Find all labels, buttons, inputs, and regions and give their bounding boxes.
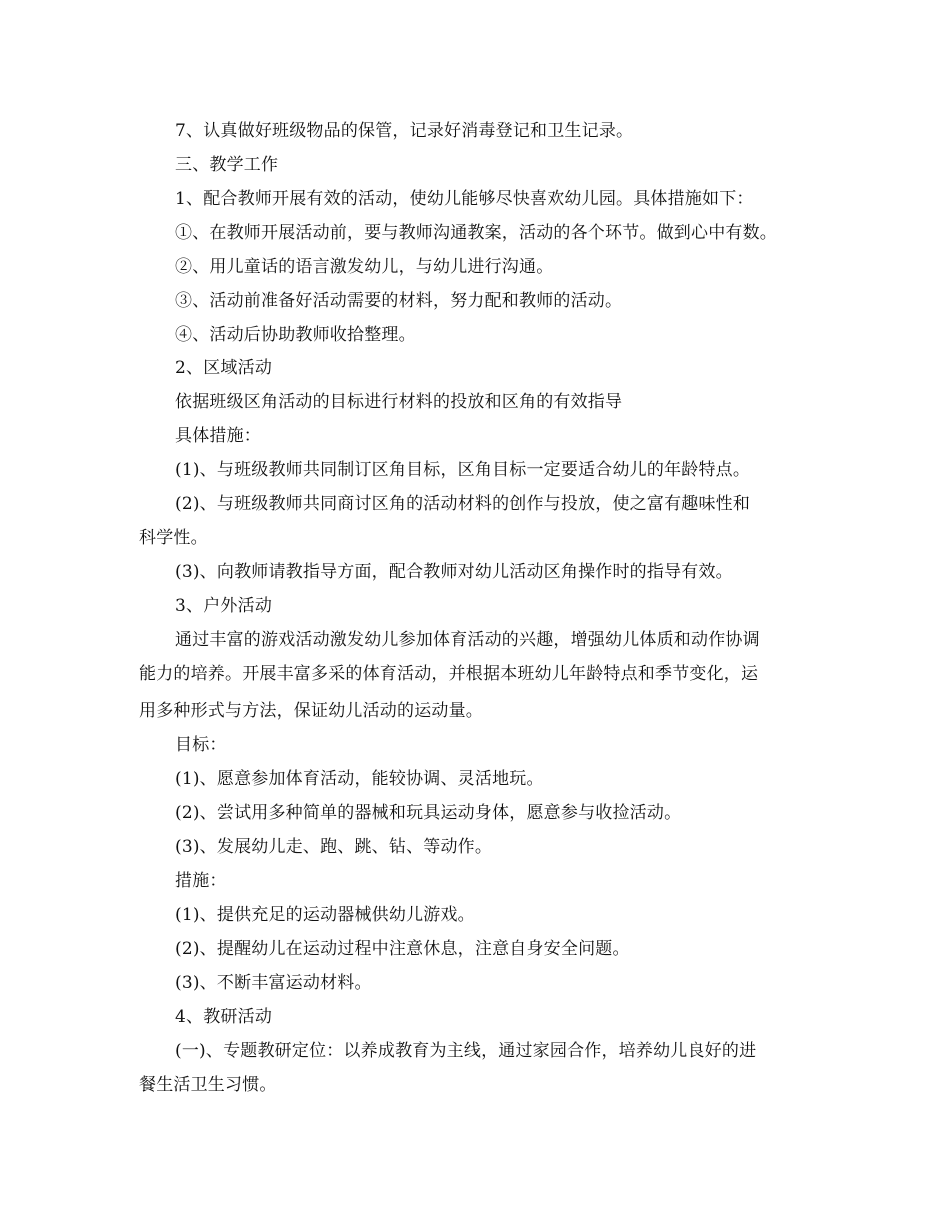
text-line: 通过丰富的游戏活动激发幼儿参加体育活动的兴趣，增强幼儿体质和动作协调: [175, 630, 760, 650]
text-line: 7、认真做好班级物品的保管，记录好消毒登记和卫生记录。: [175, 121, 634, 141]
text-line: 能力的培养。开展丰富多采的体育活动，并根据本班幼儿年龄特点和季节变化，运: [139, 664, 759, 684]
text-line: (3)、不断丰富运动材料。: [175, 973, 372, 993]
text-line: (1)、愿意参加体育活动，能较协调、灵活地玩。: [175, 769, 544, 789]
text-line: (3)、向教师请教指导方面，配合教师对幼儿活动区角操作时的指导有效。: [175, 562, 733, 582]
text-line: 依据班级区角活动的目标进行材料的投放和区角的有效指导: [175, 392, 623, 412]
section-heading: 三、教学工作: [175, 155, 279, 175]
text-line: (2)、与班级教师共同商讨区角的活动材料的创作与投放，使之富有趣味性和: [175, 494, 751, 514]
text-line: (一)、专题教研定位：以养成教育为主线，通过家园合作，培养幼儿良好的进: [175, 1041, 757, 1061]
text-line: ①、在教师开展活动前，要与教师沟通教案，活动的各个环节。做到心中有数。: [175, 223, 777, 243]
text-line: 用多种形式与方法，保证幼儿活动的运动量。: [139, 701, 483, 721]
subsection-heading: 2、区域活动: [175, 358, 273, 378]
text-line: 具体措施：: [175, 426, 261, 446]
text-line: (3)、发展幼儿走、跑、跳、钻、等动作。: [175, 837, 493, 857]
subsection-heading: 4、教研活动: [175, 1007, 273, 1027]
text-line: 目标：: [175, 735, 227, 755]
text-line: (2)、提醒幼儿在运动过程中注意休息，注意自身安全问题。: [175, 939, 630, 959]
text-line: (1)、提供充足的运动器械供幼儿游戏。: [175, 905, 475, 925]
text-line: ②、用儿童话的语言激发幼儿，与幼儿进行沟通。: [175, 257, 554, 277]
text-line: ③、活动前准备好活动需要的材料，努力配和教师的活动。: [175, 291, 623, 311]
text-line: 1、配合教师开展有效的活动，使幼儿能够尽快喜欢幼儿园。具体措施如下：: [175, 189, 754, 209]
text-line: 科学性。: [139, 528, 208, 548]
text-line: ④、活动后协助教师收拾整理。: [175, 325, 416, 345]
text-line: 餐生活卫生习惯。: [139, 1075, 277, 1095]
text-line: 措施：: [175, 871, 227, 891]
text-line: (2)、尝试用多种简单的器械和玩具运动身体，愿意参与收捡活动。: [175, 803, 682, 823]
text-line: (1)、与班级教师共同制订区角目标，区角目标一定要适合幼儿的年龄特点。: [175, 460, 751, 480]
subsection-heading: 3、户外活动: [175, 596, 273, 616]
